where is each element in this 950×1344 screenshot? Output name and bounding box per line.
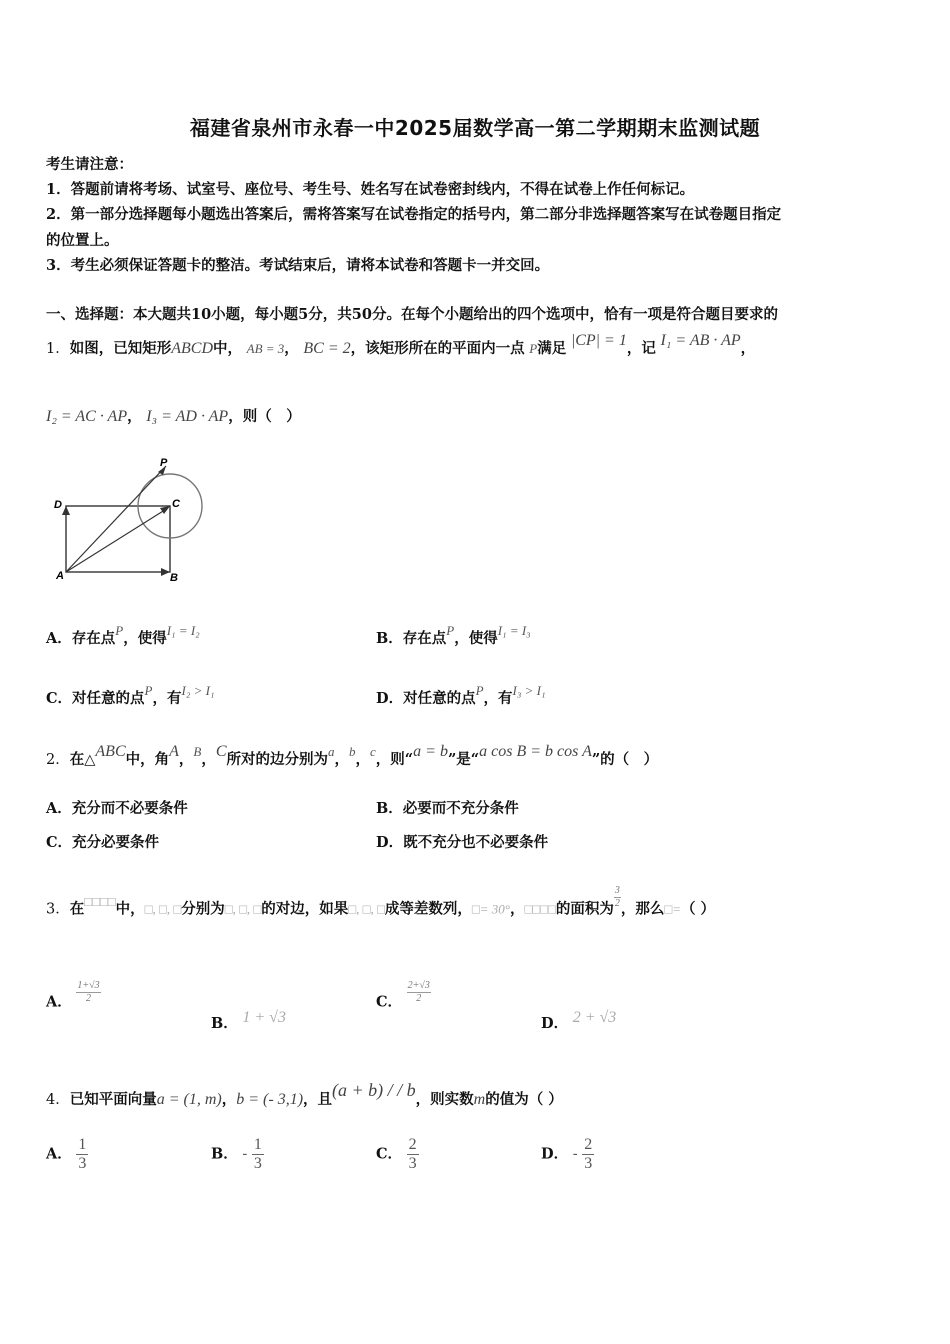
- missing-glyph: □□□□: [84, 893, 116, 909]
- option-label: B．: [211, 1015, 238, 1032]
- denominator: 3: [584, 1155, 593, 1172]
- q-text: 中，角: [125, 751, 170, 768]
- option-label: B．: [376, 800, 403, 817]
- math-expr: ABC: [95, 743, 126, 760]
- q-text: ，记: [626, 340, 656, 357]
- q3-option-b[interactable]: [211, 1009, 286, 1033]
- denominator: 3: [78, 1155, 87, 1172]
- label-a: A: [56, 570, 64, 582]
- q-text: ，且: [303, 1091, 333, 1108]
- math-expr: P: [115, 623, 124, 638]
- math-expr: = 30°: [479, 901, 510, 917]
- numerator: 2+√3: [407, 980, 430, 991]
- q3-option-d[interactable]: [541, 1009, 617, 1033]
- q-text: ，: [334, 751, 350, 768]
- numerator: 1: [78, 1136, 87, 1153]
- math-expr: b: [349, 744, 356, 759]
- q-text: ，: [355, 751, 371, 768]
- option-label: A．: [46, 993, 72, 1011]
- q-text: ，则实数: [415, 1091, 474, 1108]
- q-text: ，: [201, 751, 216, 768]
- math-expr: (a + b) / / b: [332, 1080, 416, 1100]
- fraction: [407, 980, 431, 1005]
- notice-item-1: 1．答题前请将考场、试室号、座位号、考生号、姓名写在试卷密封线内，不得在试卷上作任何标记。: [46, 181, 695, 198]
- math-expr: I₁ = I₃: [497, 623, 531, 638]
- math-expr: c: [370, 744, 376, 759]
- math-expr: I₃ > I₁: [512, 683, 546, 698]
- denominator: 3: [408, 1155, 417, 1172]
- option-label: D．: [541, 1015, 569, 1032]
- q-text: ，: [509, 900, 525, 918]
- missing-glyph: □: [664, 901, 673, 917]
- q-text: ，: [127, 408, 142, 425]
- q-text: ，则（ ）: [228, 408, 301, 425]
- question-number: 1．: [46, 341, 70, 357]
- q-text: 分别为: [181, 900, 225, 918]
- math-expr: =: [672, 901, 681, 917]
- q-text: 所对的边分别为: [226, 751, 329, 768]
- question-2: [46, 743, 659, 769]
- option-value: 1 + √3: [242, 1009, 286, 1026]
- rectangle-circle-figure: [44, 452, 210, 588]
- math-expr: P: [144, 683, 153, 698]
- question-number: 3．: [46, 901, 70, 918]
- page-title: 福建省泉州市永春一中2025届数学高一第二学期期末监测试题: [189, 116, 761, 140]
- fraction: [582, 1136, 594, 1173]
- numerator: 2: [408, 1136, 417, 1153]
- notice-item-2-cont: 的位置上。: [46, 232, 119, 249]
- math-expr: AB = 3: [246, 341, 285, 356]
- math-expr: a cos B = b cos A: [479, 743, 592, 760]
- q4-option-d[interactable]: [541, 1136, 594, 1173]
- q2-option-d[interactable]: [376, 831, 548, 852]
- option-label: B．: [211, 1145, 238, 1163]
- option-text: 对任意的点: [403, 690, 476, 707]
- missing-glyph: □, □, □: [224, 901, 262, 917]
- q-text: ，: [740, 340, 756, 357]
- q-text: 在△: [69, 751, 96, 768]
- math-expr: b = (- 3,1): [236, 1091, 304, 1108]
- numerator: 2: [584, 1136, 593, 1153]
- q-text: 中，: [213, 340, 243, 357]
- math-expr: A: [169, 743, 179, 760]
- q-text: 满足: [537, 340, 567, 357]
- question-1-line-2: [46, 405, 301, 426]
- label-p: P: [160, 457, 168, 469]
- option-value: 2 + √3: [572, 1009, 617, 1026]
- math-expr: BC = 2: [303, 340, 351, 357]
- q-text: ，: [221, 1091, 237, 1108]
- q4-option-b[interactable]: [211, 1136, 264, 1173]
- option-label: D．: [541, 1145, 569, 1163]
- numerator: 1+√3: [77, 980, 100, 991]
- option-label: C．: [46, 834, 73, 851]
- q-text: 的对边，如果: [261, 900, 349, 918]
- q-text: ”是“: [447, 751, 480, 768]
- q-text: ，则“: [375, 751, 414, 768]
- math-expr: a: [328, 744, 335, 759]
- q2-option-a[interactable]: [46, 797, 188, 818]
- q-text: 的面积为: [555, 900, 614, 918]
- arrowhead-icon: [161, 568, 170, 576]
- option-label: C．: [376, 1145, 403, 1163]
- math-expr: I₂ > I₁: [181, 683, 215, 698]
- q-text: （ ）: [681, 900, 716, 918]
- label-c: C: [172, 498, 180, 510]
- q-text: 已知平面向量: [69, 1091, 157, 1108]
- arrowhead-icon: [160, 506, 170, 514]
- q-text: ，该矩形所在的平面内一点: [350, 340, 525, 357]
- q-text: 中，: [115, 900, 145, 918]
- q-text: ，: [178, 751, 194, 768]
- option-label: A．: [46, 800, 72, 817]
- math-expr: ABCD: [171, 340, 214, 357]
- option-text: ，有: [152, 690, 182, 707]
- denominator: 2: [614, 898, 620, 909]
- math-expr: I₁ = AB · AP: [660, 332, 741, 349]
- q3-option-a[interactable]: [46, 980, 101, 1015]
- option-text: 对任意的点: [72, 690, 145, 707]
- option-label: A．: [46, 630, 72, 647]
- area-fraction: [614, 885, 621, 910]
- fraction: [76, 980, 100, 1005]
- fraction: [76, 1136, 88, 1173]
- missing-glyph: □: [471, 901, 480, 917]
- notice-heading: 考生请注意：: [46, 156, 133, 173]
- option-text: ，有: [483, 690, 513, 707]
- math-expr: |CP| = 1: [570, 332, 627, 349]
- q2-option-b[interactable]: [376, 797, 519, 818]
- numerator: 1: [253, 1136, 262, 1153]
- math-expr: a = b: [413, 743, 448, 760]
- question-1-line-1: [46, 332, 756, 358]
- missing-glyph: □, □, □: [348, 901, 385, 917]
- minus-sign: -: [242, 1146, 248, 1163]
- q-text: 如图，已知矩形: [69, 340, 172, 357]
- fraction: [252, 1136, 264, 1173]
- option-label: C．: [46, 690, 73, 707]
- math-expr: m: [473, 1091, 486, 1108]
- option-label: C．: [376, 993, 403, 1011]
- option-text: 存在点: [402, 630, 447, 647]
- denominator: 2: [416, 993, 422, 1004]
- q2-option-c[interactable]: [46, 831, 159, 852]
- denominator: 3: [253, 1155, 262, 1172]
- option-label: B．: [376, 630, 403, 647]
- q1-option-b[interactable]: [376, 623, 531, 648]
- q-text: ”的（ ）: [591, 751, 659, 768]
- section-heading: 一、选择题：本大题共10小题，每小题5分，共50分。在每个小题给出的四个选项中，恰有一项是符合题目要求的: [46, 306, 778, 323]
- notice-item-2: 2．第一部分选择题每小题选出答案后，需将答案写在试卷指定的括号内，第二部分非选择题答案写在试卷题目指定: [46, 206, 782, 223]
- label-b: B: [170, 572, 178, 584]
- math-expr: P: [446, 623, 455, 638]
- denominator: 2: [86, 993, 91, 1004]
- q-text: ，: [284, 340, 299, 357]
- notice-item-3: 3．考生必须保证答题卡的整洁。考试结束后，请将本试卷和答题卡一并交回。: [46, 257, 550, 274]
- math-expr: B: [193, 744, 202, 759]
- q-text: ，那么: [620, 900, 665, 918]
- math-expr: I₃ = AD · AP: [146, 408, 229, 425]
- q1-option-a[interactable]: [46, 623, 200, 648]
- q-text: 在: [69, 900, 85, 918]
- question-4: [46, 1080, 563, 1109]
- arrowhead-icon: [62, 506, 70, 515]
- numerator: 3: [614, 885, 620, 896]
- option-text: 充分而不必要条件: [71, 800, 188, 817]
- minus-sign: -: [572, 1146, 578, 1163]
- math-expr: I₁ = I₂: [166, 623, 200, 638]
- option-text: ，使得: [123, 630, 167, 647]
- option-text: 既不充分也不必要条件: [403, 834, 549, 851]
- option-text: 存在点: [71, 630, 116, 647]
- missing-glyph: □□□□: [524, 901, 556, 917]
- option-text: 必要而不充分条件: [402, 800, 519, 817]
- q4-option-a[interactable]: [46, 1136, 88, 1173]
- q1-option-d[interactable]: [376, 683, 546, 708]
- option-label: D．: [376, 690, 404, 707]
- q3-option-c[interactable]: [376, 980, 431, 1015]
- q-text: 的值为（ ）: [485, 1091, 563, 1108]
- q4-option-c[interactable]: [376, 1136, 419, 1173]
- q-text: 成等差数列，: [384, 900, 472, 918]
- q1-option-c[interactable]: [46, 683, 215, 708]
- math-expr: P: [475, 683, 484, 698]
- math-expr: C: [215, 743, 227, 760]
- option-label: D．: [376, 834, 404, 851]
- option-text: 充分必要条件: [72, 834, 160, 851]
- question-3: [46, 885, 716, 922]
- math-expr: a = (1, m): [156, 1091, 222, 1108]
- missing-glyph: □, □, □: [144, 901, 182, 917]
- question-number: 2．: [46, 752, 70, 768]
- question-number: 4．: [46, 1092, 70, 1108]
- option-text: ，使得: [454, 630, 498, 647]
- math-expr: I₂ = AC · AP: [46, 408, 128, 425]
- fraction: [407, 1136, 419, 1173]
- label-d: D: [54, 499, 62, 511]
- option-label: A．: [46, 1145, 72, 1163]
- math-expr: P: [529, 341, 538, 356]
